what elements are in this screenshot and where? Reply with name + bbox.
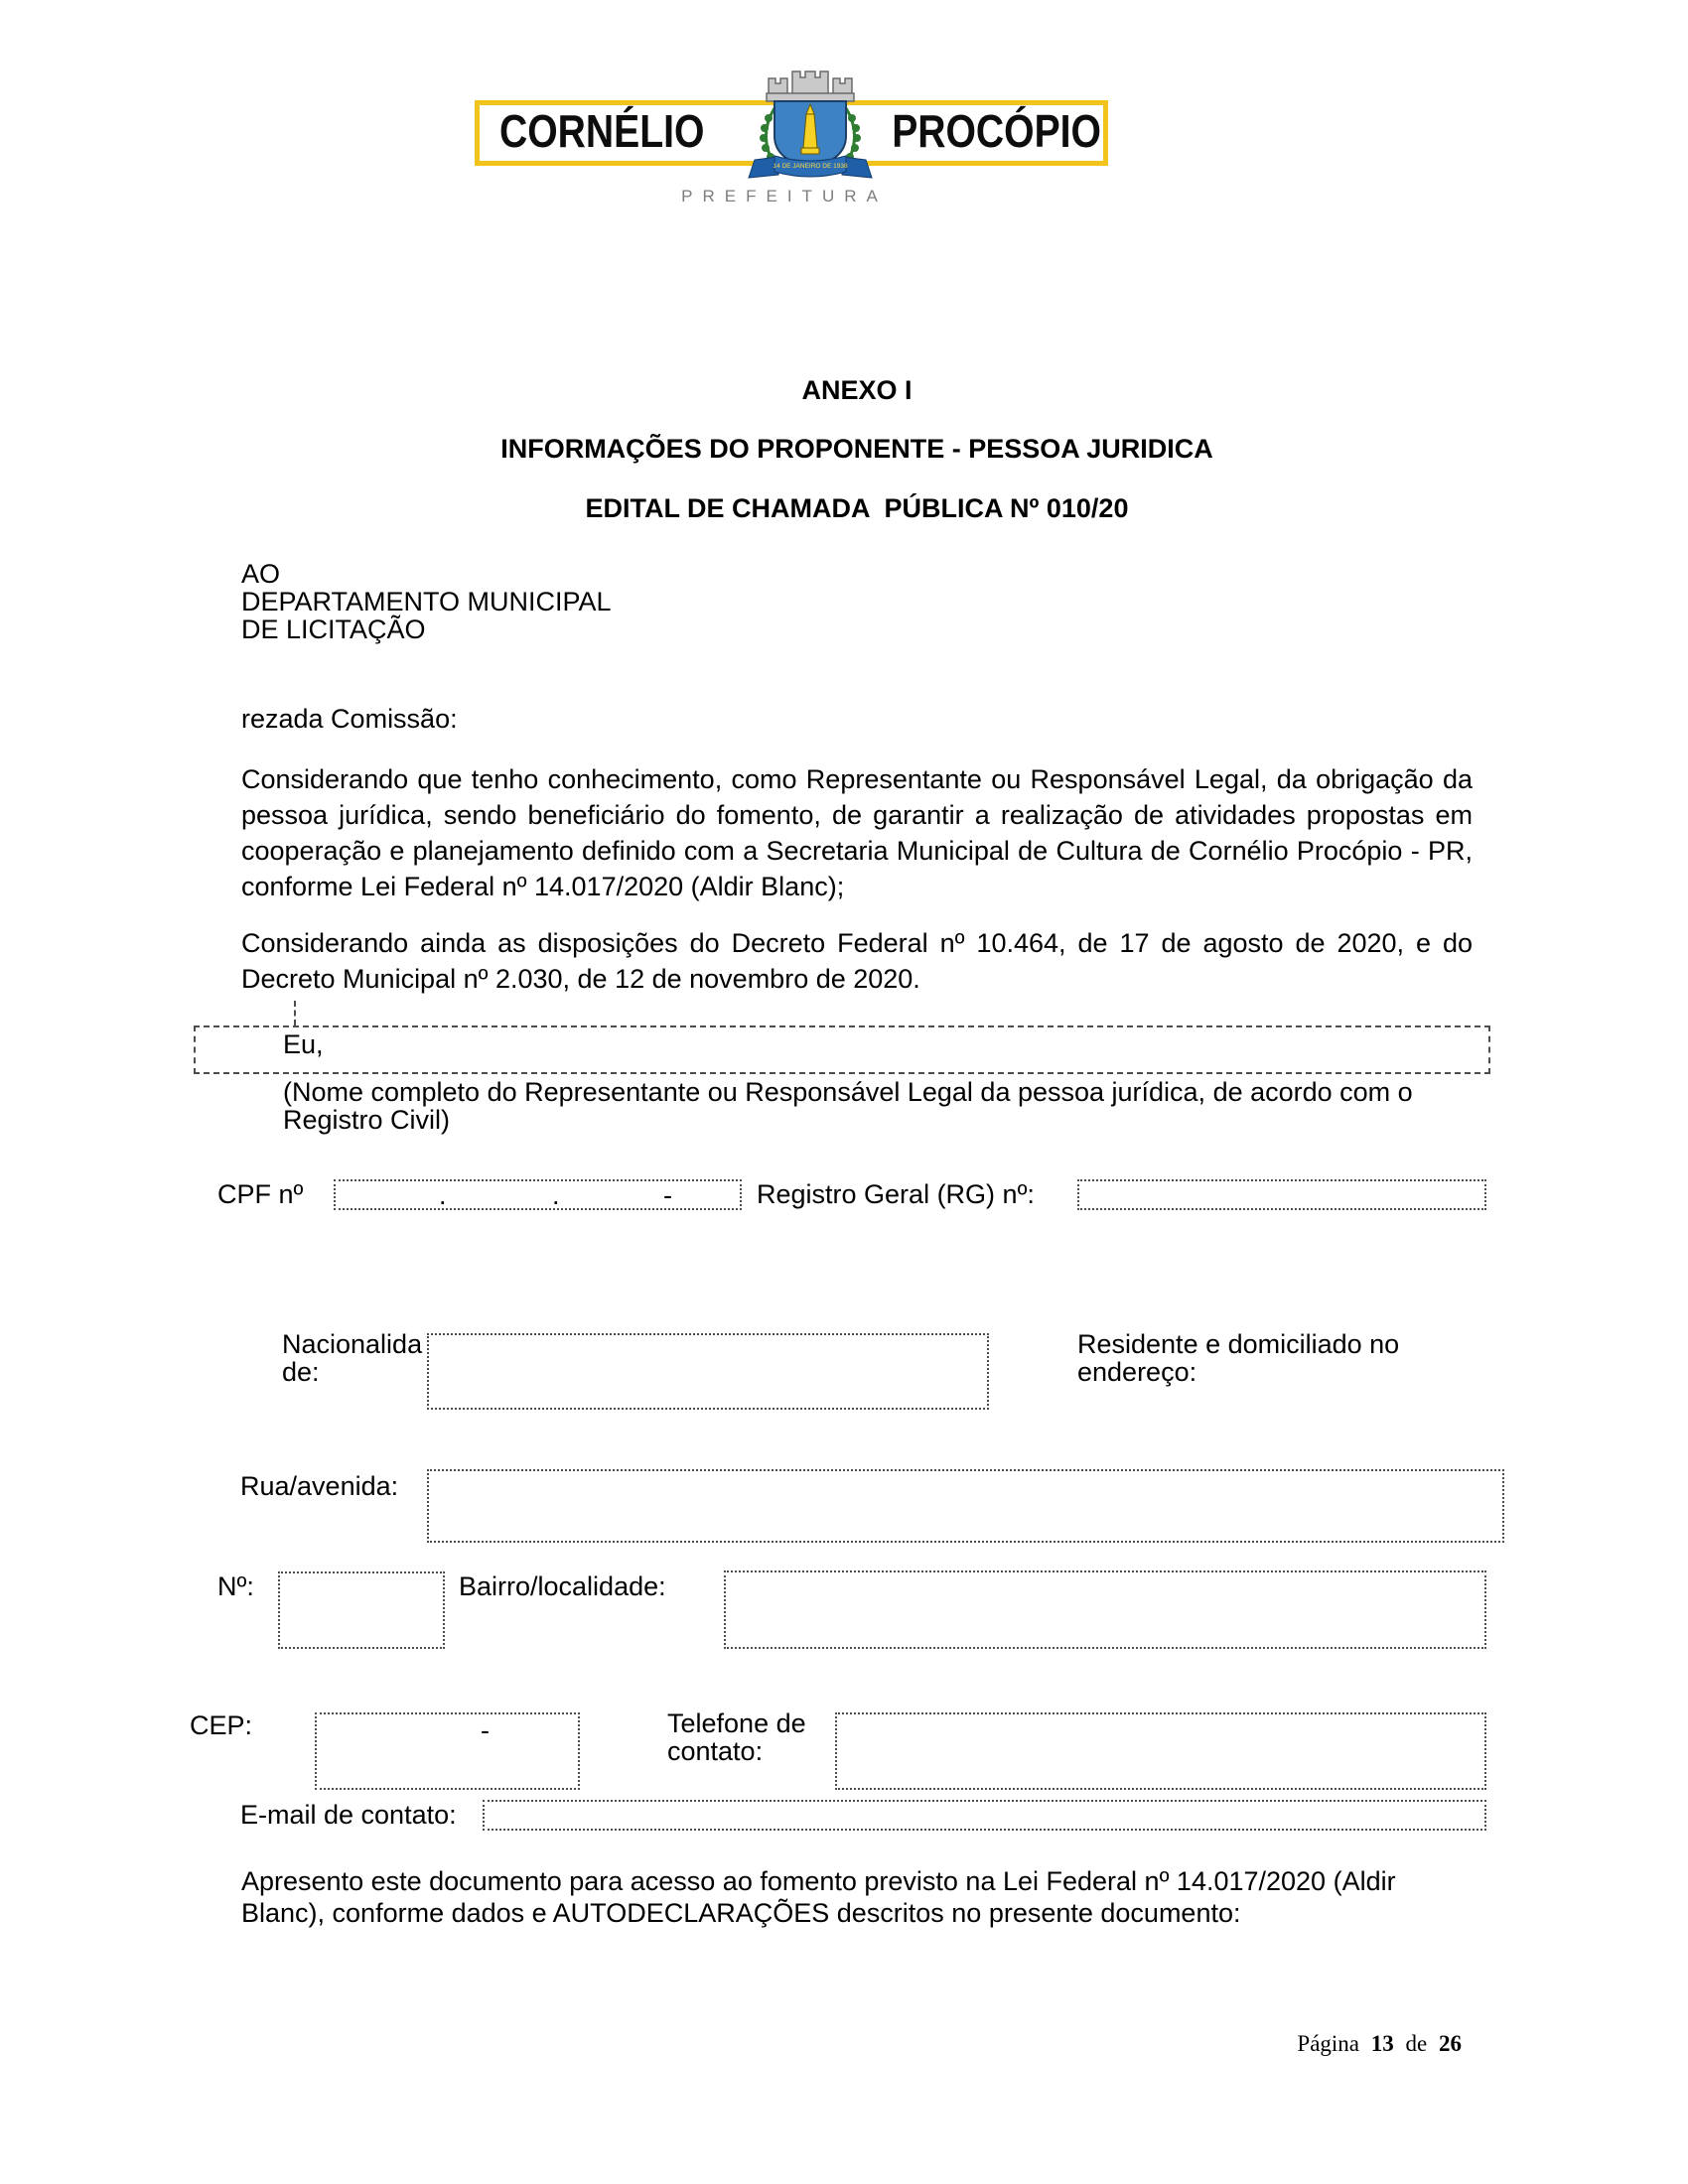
table-cell-divider [294,1001,296,1025]
footer-prefix: Página [1297,2031,1360,2056]
nationality-field[interactable] [427,1333,989,1410]
logo-city-name-left: CORNÉLIO [499,104,705,157]
residence-note: Residente e domiciliado no endereço: [1077,1329,1400,1387]
cep-field[interactable] [315,1712,580,1790]
nationality-label: Nacionalidade: [282,1329,423,1387]
ribbon-date-text: 14 DE JANEIRO DE 1938 [773,163,848,170]
cpf-mask-dot: . [439,1180,447,1210]
recipient-line-2: DEPARTAMENTO MUNICIPAL [241,587,612,616]
district-label: Bairro/localidade: [459,1571,666,1601]
considerando-paragraph-1: Considerando que tenho conhecimento, como Representante ou Responsável Legal, da obrigação da pessoa jurídica, sendo beneficiário do fomento, de garantir a realização de atividades propostas em cooperação e planejamento definido com a Secretaria Municipal de Cultura de Cornélio Procópio - PR, conforme Lei Federal nº 14.017/2020 (Aldir Blanc); [241,764,1473,901]
cpf-field[interactable] [334,1179,742,1210]
district-field[interactable] [724,1570,1486,1649]
street-label: Rua/avenida: [240,1471,399,1501]
cep-mask-dash: - [481,1715,490,1745]
cep-label: CEP: [190,1710,253,1740]
rg-field[interactable] [1077,1179,1486,1210]
full-name-caption: (Nome completo do Representante ou Responsável Legal da pessoa jurídica, de acordo com o Registro Civil) [283,1077,1413,1135]
footer-total-pages: 26 [1439,2031,1462,2056]
logo-subtitle: PREFEITURA [681,187,888,205]
cpf-mask-dot: . [552,1180,560,1210]
rg-label: Registro Geral (RG) nº: [757,1179,1035,1209]
phone-label: Telefone de contato: [667,1708,806,1766]
email-label: E-mail de contato: [240,1800,457,1830]
logo-city-name-right: PROCÓPIO [892,104,1101,157]
phone-field[interactable] [835,1712,1486,1790]
closing-paragraph: Apresento este documento para acesso ao fomento previsto na Lei Federal nº 14.017/2020 (Aldir Blanc), conforme dados e AUTODECLARAÇÕES descritos no presente documento: [241,1866,1396,1928]
email-field[interactable] [483,1800,1486,1831]
document-title: INFORMAÇÕES DO PROPONENTE - PESSOA JURIDICA [500,434,1213,464]
number-label: Nº: [217,1571,254,1601]
eu-label: Eu, [283,1029,324,1059]
page-footer [1297,2031,1462,2057]
number-field[interactable] [278,1571,445,1649]
annex-title: ANEXO I [801,375,913,405]
edital-title: EDITAL DE CHAMADA PÚBLICA Nº 010/20 [585,493,1129,523]
city-coat-of-arms-icon [733,66,888,193]
salutation: rezada Comissão: [241,704,458,734]
cpf-mask-dash: - [663,1180,672,1210]
street-field[interactable] [427,1469,1504,1543]
full-name-field[interactable] [194,1025,1490,1074]
footer-page-number: 13 [1370,2031,1394,2056]
recipient-line-3: DE LICITAÇÃO [241,614,426,644]
recipient-block [241,560,612,643]
considerando-paragraph-2: Considerando ainda as disposições do Decreto Federal nº 10.464, de 17 de agosto de 2020, e do Decreto Municipal nº 2.030, de 12 de novembro de 2020. [241,928,1473,994]
recipient-line-1: AO [241,559,281,589]
cpf-label: CPF nº [217,1179,304,1209]
footer-connector: de [1405,2031,1428,2056]
